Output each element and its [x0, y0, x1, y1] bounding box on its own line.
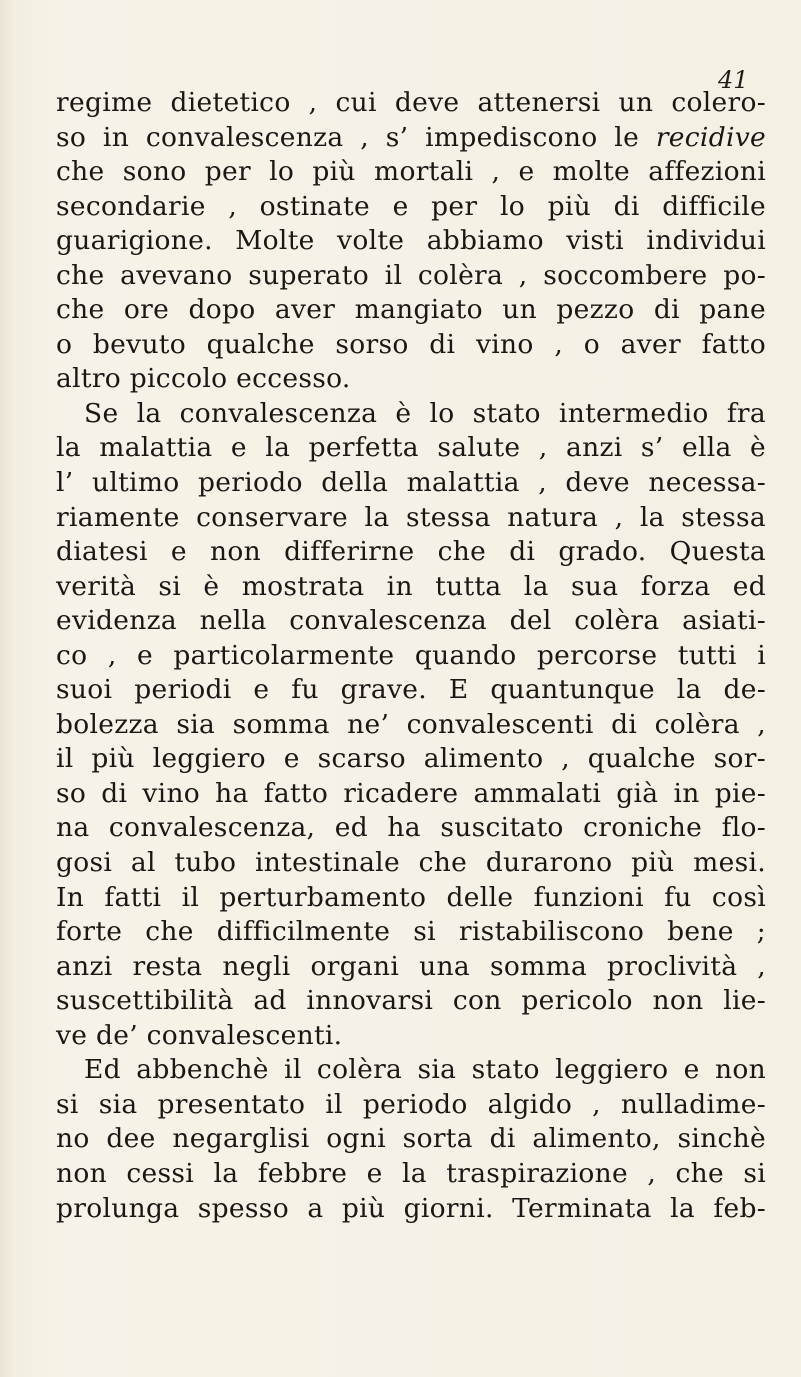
text-line: bolezza sia somma ne’ convalescenti di colèra ,: [56, 708, 766, 740]
paragraph-end-line: altro piccolo eccesso.: [56, 363, 351, 395]
text-fragment: so in convalescenza , s’ impediscono le: [56, 121, 656, 153]
text-line: na convalescenza, ed ha suscitato croniche flo-: [56, 812, 766, 844]
text-line: prolunga spesso a più giorni. Terminata la feb-: [56, 1192, 766, 1224]
page-number: 41: [718, 66, 749, 94]
text-line: suscettibilità ad innovarsi con pericolo non lie-: [56, 985, 766, 1017]
text-line: evidenza nella convalescenza del colèra asiati-: [56, 605, 766, 637]
text-line: che sono per lo più mortali , e molte affezioni: [56, 156, 766, 188]
text-line: gosi al tubo intestinale che durarono più mesi.: [56, 847, 766, 879]
text-line: o bevuto qualche sorso di vino , o aver fatto: [56, 328, 766, 360]
text-line: co , e particolarmente quando percorse tutti i: [56, 639, 766, 671]
text-line: guarigione. Molte volte abbiamo visti individui: [56, 225, 766, 257]
text-line: secondarie , ostinate e per lo più di difficile: [56, 190, 766, 222]
text-line: verità si è mostrata in tutta la sua forza ed: [56, 570, 766, 602]
text-line: si sia presentato il periodo algido , nulladime-: [56, 1088, 766, 1120]
text-line: no dee negarglisi ogni sorta di alimento, sinchè: [56, 1123, 766, 1155]
text-line: anzi resta negli organi una somma proclività ,: [56, 950, 766, 982]
paragraph-start-line: Ed abbenchè il colèra sia stato leggiero e non: [84, 1054, 766, 1086]
text-line: il più leggiero e scarso alimento , qualche sor-: [56, 743, 766, 775]
text-line: [56, 121, 766, 156]
text-line: non cessi la febbre e la traspirazione , che si: [56, 1157, 766, 1189]
text-line: In fatti il perturbamento delle funzioni fu così: [56, 881, 766, 913]
text-line: suoi periodi e fu grave. E quantunque la de-: [56, 674, 766, 706]
body-text: [56, 86, 766, 1226]
text-line: riamente conservare la stessa natura , la stessa: [56, 501, 766, 533]
text-line: so di vino ha fatto ricadere ammalati già in pie-: [56, 777, 766, 809]
paragraph-start-line: Se la convalescenza è lo stato intermedio fra: [84, 397, 766, 429]
text-line: che avevano superato il colèra , soccombere po-: [56, 259, 766, 291]
text-line: regime dietetico , cui deve attenersi un colero-: [56, 87, 766, 118]
text-line: la malattia e la perfetta salute , anzi s’ ella è: [56, 432, 766, 464]
paragraph-end-line: ve de’ convalescenti.: [56, 1019, 343, 1051]
text-line: diatesi e non differirne che di grado. Questa: [56, 536, 766, 568]
italic-word: recidive: [655, 121, 766, 153]
text-line: l’ ultimo periodo della malattia , deve necessa-: [56, 467, 766, 499]
text-line: che ore dopo aver mangiato un pezzo di pane: [56, 294, 766, 326]
text-line: forte che difficilmente si ristabiliscono bene ;: [56, 916, 766, 948]
